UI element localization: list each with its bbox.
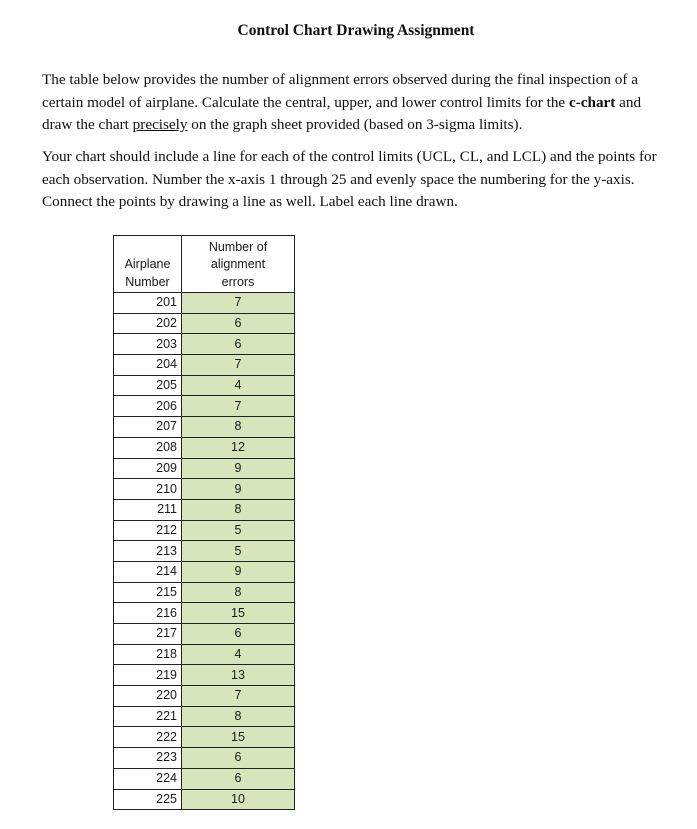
alignment-errors-cell: 13 [182, 665, 295, 686]
airplane-number-cell: 220 [114, 686, 182, 707]
alignment-errors-cell: 6 [182, 768, 295, 789]
alignment-errors-cell: 6 [182, 748, 295, 769]
airplane-number-cell: 221 [114, 706, 182, 727]
table-row [114, 768, 295, 789]
table-row [114, 355, 295, 376]
airplane-number-cell: 201 [114, 293, 182, 314]
table-row [114, 582, 295, 603]
table-row [114, 479, 295, 500]
airplane-number-cell: 212 [114, 520, 182, 541]
airplane-number-cell: 209 [114, 458, 182, 479]
table-row [114, 644, 295, 665]
alignment-errors-cell: 10 [182, 789, 295, 810]
errors-header-line2: alignment [210, 257, 266, 271]
airplane-number-cell: 224 [114, 768, 182, 789]
table-row [114, 686, 295, 707]
errors-header-line3: errors [221, 274, 255, 289]
precisely-underlined: precisely [132, 116, 188, 133]
airplane-number-cell: 214 [114, 561, 182, 582]
airplane-number-cell: 206 [114, 396, 182, 417]
alignment-errors-cell: 9 [182, 561, 295, 582]
instructions-text-part3: on the graph sheet provided (based on 3-sigma limits). [187, 116, 523, 133]
alignment-errors-cell: 5 [182, 541, 295, 562]
alignment-errors-cell: 15 [182, 727, 295, 748]
airplane-number-cell: 218 [114, 644, 182, 665]
table-row [114, 727, 295, 748]
alignment-errors-cell: 6 [182, 313, 295, 334]
airplane-number-cell: 211 [114, 499, 182, 520]
chart-requirements-paragraph: Your chart should include a line for each of the control limits (UCL, CL, and LCL) and the points for each observation. Number the x-axis 1 through 25 and evenly space the numbering for the y-axis. Connect the points by drawing a line as well. Label each line drawn. [42, 148, 657, 210]
airplane-number-header [114, 236, 182, 293]
alignment-errors-cell: 7 [182, 293, 295, 314]
airplane-number-cell: 204 [114, 355, 182, 376]
alignment-errors-cell: 12 [182, 437, 295, 458]
alignment-errors-cell: 8 [182, 706, 295, 727]
alignment-errors-cell: 7 [182, 396, 295, 417]
table-row [114, 561, 295, 582]
instructions-text-part1: The table below provides the number of alignment errors observed during the final inspection of a certain model of airplane. Calculate the central, upper, and lower control limits for the [42, 71, 638, 111]
c-chart-emphasis: c-chart [568, 93, 616, 111]
alignment-errors-cell: 6 [182, 624, 295, 645]
alignment-errors-cell: 4 [182, 644, 295, 665]
table-row [114, 375, 295, 396]
alignment-errors-cell: 9 [182, 479, 295, 500]
airplane-number-cell: 207 [114, 417, 182, 438]
alignment-errors-cell: 8 [182, 417, 295, 438]
page-title: Control Chart Drawing Assignment [237, 22, 475, 39]
table-row [114, 417, 295, 438]
airplane-number-cell: 210 [114, 479, 182, 500]
airplane-number-cell: 205 [114, 375, 182, 396]
instructions-paragraph [42, 69, 670, 137]
errors-header-line1: Number of [208, 239, 268, 254]
airplane-number-cell: 202 [114, 313, 182, 334]
airplane-header-line1: Airplane [124, 257, 171, 271]
airplane-number-cell: 215 [114, 582, 182, 603]
table-row [114, 293, 295, 314]
airplane-number-cell: 208 [114, 437, 182, 458]
table-row [114, 458, 295, 479]
table-row [114, 396, 295, 417]
alignment-errors-cell: 7 [182, 686, 295, 707]
alignment-errors-table [113, 235, 295, 810]
airplane-number-cell: 213 [114, 541, 182, 562]
table-row [114, 313, 295, 334]
alignment-errors-cell: 7 [182, 355, 295, 376]
airplane-number-cell: 222 [114, 727, 182, 748]
alignment-errors-header [182, 236, 295, 293]
table-body [114, 293, 295, 810]
airplane-number-cell: 223 [114, 748, 182, 769]
airplane-number-cell: 225 [114, 789, 182, 810]
alignment-errors-cell: 9 [182, 458, 295, 479]
airplane-header-line2: Number [125, 274, 170, 289]
table-row [114, 748, 295, 769]
table-row [114, 603, 295, 624]
table-row [114, 789, 295, 810]
airplane-number-cell: 216 [114, 603, 182, 624]
table-row [114, 334, 295, 355]
alignment-errors-cell: 5 [182, 520, 295, 541]
table-row [114, 665, 295, 686]
table-row [114, 624, 295, 645]
alignment-errors-cell: 15 [182, 603, 295, 624]
alignment-errors-cell: 4 [182, 375, 295, 396]
table-header-row [114, 236, 295, 293]
alignment-errors-cell: 8 [182, 582, 295, 603]
airplane-number-cell: 203 [114, 334, 182, 355]
airplane-number-cell: 217 [114, 624, 182, 645]
table-row [114, 499, 295, 520]
alignment-errors-cell: 6 [182, 334, 295, 355]
alignment-errors-cell: 8 [182, 499, 295, 520]
table-row [114, 437, 295, 458]
table-row [114, 520, 295, 541]
airplane-number-cell: 219 [114, 665, 182, 686]
table-row [114, 706, 295, 727]
table-row [114, 541, 295, 562]
instructions-text-part2: and draw the chart [42, 93, 642, 133]
